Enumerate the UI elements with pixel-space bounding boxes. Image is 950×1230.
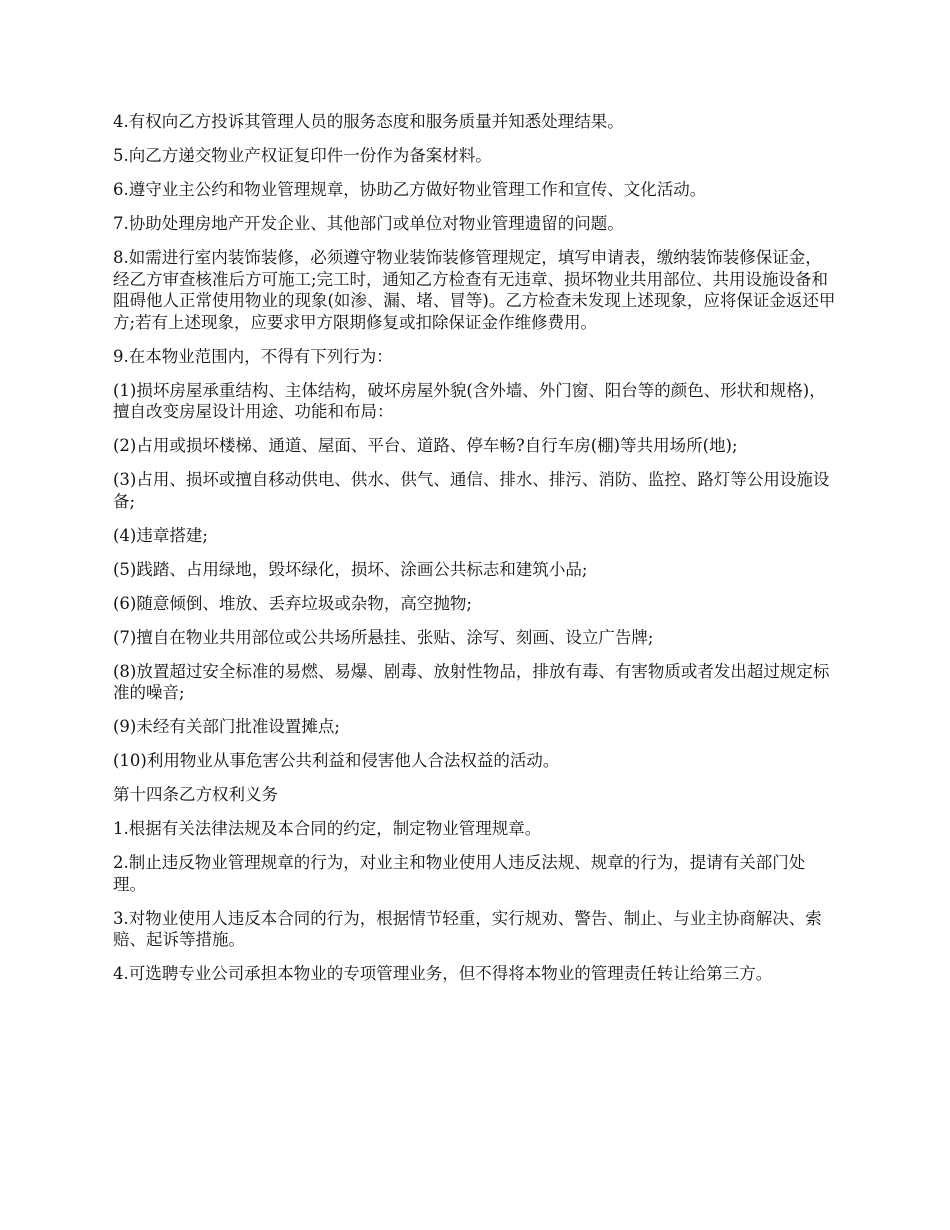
section-heading-article-14: 第十四条乙方权利义务 — [113, 785, 278, 804]
list-item-prohibited-7: (7)擅自在物业共用部位或公共场所悬挂、张贴、涂写、刻画、设立广告牌; — [113, 627, 654, 647]
list-item-prohibited-3: (3)占用、损坏或擅自移动供电、供水、供气、通信、排水、排污、消防、监控、路灯等公用设施设备; — [113, 470, 830, 511]
list-item-prohibited-9: (9)未经有关部门批准设置摊点; — [113, 717, 340, 736]
document-body — [113, 111, 837, 997]
paragraph-owner-covenant: 6.遵守业主公约和物业管理规章，协助乙方做好物业管理工作和宣传、文化活动。 — [113, 180, 707, 199]
list-item-prohibited-2: (2)占用或损坏楼梯、通道、屋面、平台、道路、停车畅?自行车房(棚)等共用场所(地); — [113, 436, 738, 455]
paragraph-subcontracting: 4.可选聘专业公司承担本物业的专项管理业务，但不得将本物业的管理责任转让给第三方。 — [113, 964, 773, 983]
paragraph-contract-violations: 3.对物业使用人违反本合同的行为，根据情节轻重，实行规劝、警告、制止、与业主协商解决、索赔、起诉等措施。 — [113, 908, 822, 949]
paragraph-management-rules: 1.根据有关法律法规及本合同的约定，制定物业管理规章。 — [113, 819, 542, 838]
list-item-prohibited-1: (1)损坏房屋承重结构、主体结构，破坏房屋外貌(含外墙、外门窗、阳台等的颜色、形状和规格)，擅自改变房屋设计用途、功能和布局： — [113, 380, 826, 421]
list-item-prohibited-5: (5)践踏、占用绿地，毁坏绿化，损坏、涂画公共标志和建筑小品; — [113, 559, 588, 579]
paragraph-tenant-complaint: 4.有权向乙方投诉其管理人员的服务态度和服务质量并知悉处理结果。 — [113, 112, 624, 131]
list-item-prohibited-4: (4)违章搭建; — [113, 525, 208, 545]
paragraph-prohibited-intro: 9.在本物业范围内，不得有下列行为： — [113, 346, 393, 366]
list-item-prohibited-10: (10)利用物业从事危害公共利益和侵害他人合法权益的活动。 — [113, 751, 560, 770]
paragraph-renovation: 8.如需进行室内装饰装修，必须遵守物业装饰装修管理规定，填写申请表，缴纳装饰装修保证金，经乙方审查核准后方可施工;完工时，通知乙方检查有无违章、损坏物业共用部位、共用设施设备和阻碍他人正常使用物业的现象(如渗、漏、堵、冒等)。乙方检查未发现上述现象，应将保证金返还甲方;若有上述现象，应要求甲方限期修复或扣除保证金作维修费用。 — [113, 248, 836, 332]
list-item-prohibited-8: (8)放置超过安全标准的易燃、易爆、剧毒、放射性物品，排放有毒、有害物质或者发出超过规定标准的噪音; — [113, 661, 830, 702]
paragraph-property-certificate: 5.向乙方递交物业产权证复印件一份作为备案材料。 — [113, 146, 492, 165]
paragraph-stop-violations: 2.制止违反物业管理规章的行为，对业主和物业使用人违反法规、规章的行为，提请有关部门处理。 — [113, 853, 806, 894]
list-item-prohibited-6: (6)随意倾倒、堆放、丢弃垃圾或杂物，高空抛物; — [113, 593, 472, 613]
paragraph-legacy-issues: 7.协助处理房地产开发企业、其他部门或单位对物业管理遗留的问题。 — [113, 214, 624, 233]
